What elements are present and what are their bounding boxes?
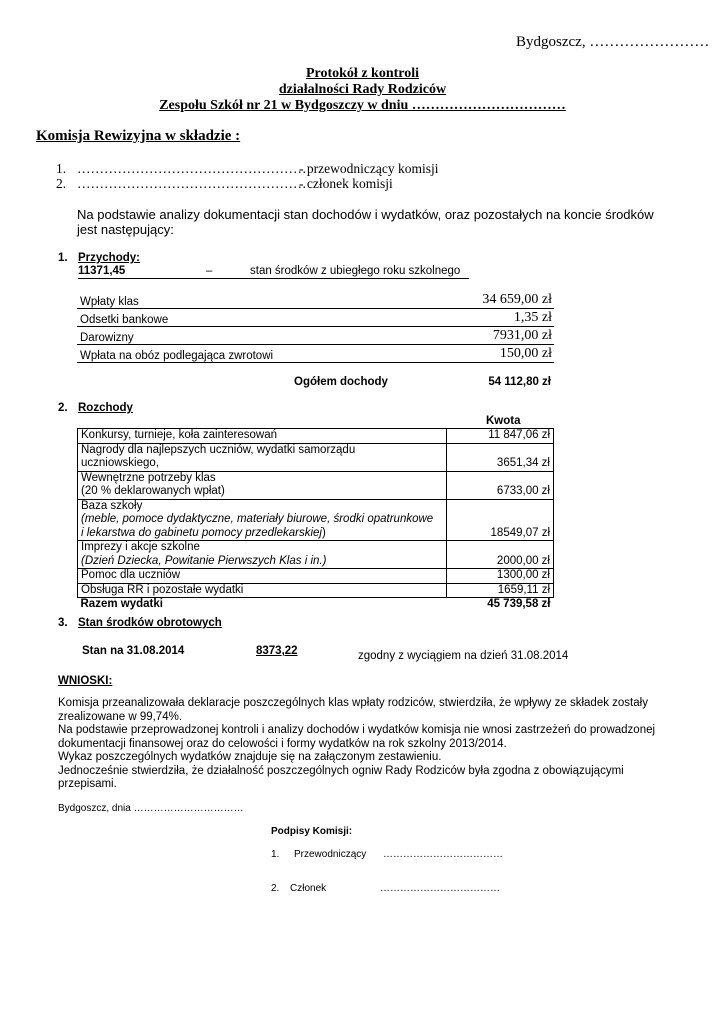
conclusion-line: Komisja przeanalizowała deklaracje poszczególnych klas wpłaty rodziców, stwierdziła, że wpływy ze składek zostały <box>58 697 648 709</box>
income-table <box>77 291 554 363</box>
income-value: 34 659,00 zł <box>424 291 554 309</box>
expense-value: 18549,07 zł <box>447 499 554 541</box>
expense-label-cont: (20 % deklarowanych wpłat) <box>81 485 225 497</box>
expense-label: Obsługa RR i pozostałe wydatki <box>81 583 244 596</box>
carryover-dash: – <box>206 265 213 277</box>
expense-description <box>78 443 447 471</box>
intro-line-1: Na podstawie analizy dokumentacji stan dochodów i wydatków, oraz pozostałych na koncie środków <box>77 207 654 222</box>
table-row <box>78 443 554 471</box>
table-row <box>78 583 554 598</box>
signature-2-number: 2. <box>271 883 280 894</box>
title-line-1: Protokół z kontroli <box>305 66 420 81</box>
carryover-description: stan środków z ubiegłego roku szkolnego <box>250 265 461 277</box>
member-number: 2. <box>56 176 67 191</box>
income-label: Wpłaty klas <box>77 291 424 309</box>
balance-heading: Stan środków obrotowych <box>78 617 222 629</box>
table-row-total <box>78 598 554 612</box>
member-dots: …………………………………………… <box>77 161 307 176</box>
income-label: Wpłata na obóz podlegająca zwrotowi <box>77 345 424 363</box>
table-row <box>78 499 554 541</box>
table-row <box>78 429 554 444</box>
expenses-total-value: 45 739,58 zł <box>487 598 551 610</box>
expense-value: 2000,00 zł <box>447 541 554 569</box>
signature-2-line: ……………………………… <box>380 883 500 894</box>
amount-column-header: Kwota <box>486 415 521 427</box>
expense-label-cont: (meble, pomoce dydaktyczne, materiały biurowe, środki opatrunkowe <box>81 513 434 525</box>
income-heading: Przychody: <box>78 252 140 264</box>
balance-value: 8373,22 <box>256 645 298 657</box>
table-row <box>78 569 554 584</box>
expense-label: Baza szkoły <box>81 499 143 512</box>
signature-1-line: ……………………………… <box>383 849 503 860</box>
header-place-date: Bydgoszcz, …………………… <box>516 34 710 50</box>
expense-label-cont: i lekarstwa do gabinetu pomocy przedlekarskiej <box>81 526 322 539</box>
commission-member-1 <box>56 161 439 177</box>
expense-value: 1300,00 zł <box>447 569 554 584</box>
expense-label: Pomoc dla uczniów <box>81 569 181 581</box>
expenses-number: 2. <box>58 402 68 414</box>
expense-label-cont: (Dzień Dziecka, Powitanie Pierwszych Klas i in.) <box>81 554 327 567</box>
expense-label: Wewnętrzne potrzeby klas <box>81 471 216 484</box>
commission-heading: Komisja Rewizyjna w składzie : <box>36 128 241 144</box>
conclusion-line: zrealizowane w 99,74%. <box>58 710 183 723</box>
expense-value: 1659,11 zł <box>447 583 554 598</box>
expense-description <box>78 429 447 444</box>
expense-label-cont: uczniowskiego, <box>81 457 159 469</box>
table-row <box>77 291 554 309</box>
signature-1-role: Przewodniczący <box>294 849 367 860</box>
expense-description <box>78 541 447 569</box>
commission-member-2 <box>56 176 393 192</box>
conclusion-line: przepisami. <box>58 778 117 790</box>
income-number: 1. <box>58 252 68 264</box>
income-total-value: 54 112,80 zł <box>488 376 551 388</box>
table-row <box>77 327 554 345</box>
income-label: Darowizny <box>77 327 424 345</box>
expense-value: 11 847,06 zł <box>447 429 554 444</box>
carryover-value: 11371,45 <box>78 265 126 277</box>
member-role: - członek komisji <box>299 176 393 191</box>
conclusion-line: Wykaz poszczególnych wydatków znajduje się na załączonym zestawieniu. <box>58 751 442 763</box>
member-number: 1. <box>56 161 67 176</box>
title-line-3: Zespołu Szkół nr 21 w Bydgoszczy w dniu …………………………… <box>159 98 566 113</box>
income-value: 7931,00 zł <box>424 327 554 345</box>
conclusions-body <box>58 697 698 792</box>
balance-number: 3. <box>58 617 68 629</box>
expenses-total-label: Razem wydatki <box>80 598 163 610</box>
conclusion-line: Jednocześnie stwierdziła, że działalność poszczególnych ogniw Rady Rodziców była zgodna z obowiązującymi <box>58 764 624 777</box>
expenses-heading: Rozchody <box>78 402 133 414</box>
title-line-2: działalności Rady Rodziców <box>278 82 447 97</box>
expense-value: 6733,00 zł <box>447 471 554 499</box>
conclusion-line: dokumentacji finansowej oraz do celowości i formy wydatków na rok szkolny 2013/2014. <box>58 737 507 750</box>
expense-description <box>78 569 447 584</box>
income-value: 1,35 zł <box>424 309 554 327</box>
member-dots: …………………………………………… <box>77 176 307 191</box>
income-value: 150,00 zł <box>424 345 554 363</box>
conclusions-heading: WNIOSKI: <box>58 675 113 687</box>
expense-label: Nagrody dla najlepszych uczniów, wydatki samorządu <box>81 443 356 456</box>
signature-1-number: 1. <box>271 849 280 860</box>
intro-line-2: jest następujący: <box>77 222 174 237</box>
signatures-heading: Podpisy Komisji: <box>271 826 353 837</box>
balance-note: zgodny z wyciągiem na dzień 31.08.2014 <box>358 650 569 662</box>
balance-label: Stan na 31.08.2014 <box>82 645 185 657</box>
expenses-table <box>77 428 554 612</box>
expense-label: Imprezy i akcje szkolne <box>81 541 200 553</box>
table-row <box>77 309 554 327</box>
table-row <box>77 345 554 363</box>
expense-description <box>78 583 447 598</box>
conclusion-line: Na podstawie przeprowadzonej kontroli i analizy dochodów i wydatków komisja nie wnosi zastrzeżeń do prowadzonej <box>58 724 656 736</box>
expense-value: 3651,34 zł <box>447 443 554 471</box>
member-role: - przewodniczący komisji <box>299 161 439 176</box>
expense-label-tail: ) <box>321 526 326 539</box>
expense-description <box>78 499 447 541</box>
table-row <box>78 541 554 569</box>
expense-label: Konkursy, turnieje, koła zainteresowań <box>81 429 278 441</box>
income-total-label: Ogółem dochody <box>294 376 388 388</box>
table-row <box>78 471 554 499</box>
expense-description <box>78 471 447 499</box>
income-label: Odsetki bankowe <box>77 309 424 327</box>
footer-place-date: Bydgoszcz, dnia …………………………… <box>58 803 244 814</box>
carryover-underline <box>78 278 469 279</box>
signature-2-role: Członek <box>290 883 327 894</box>
